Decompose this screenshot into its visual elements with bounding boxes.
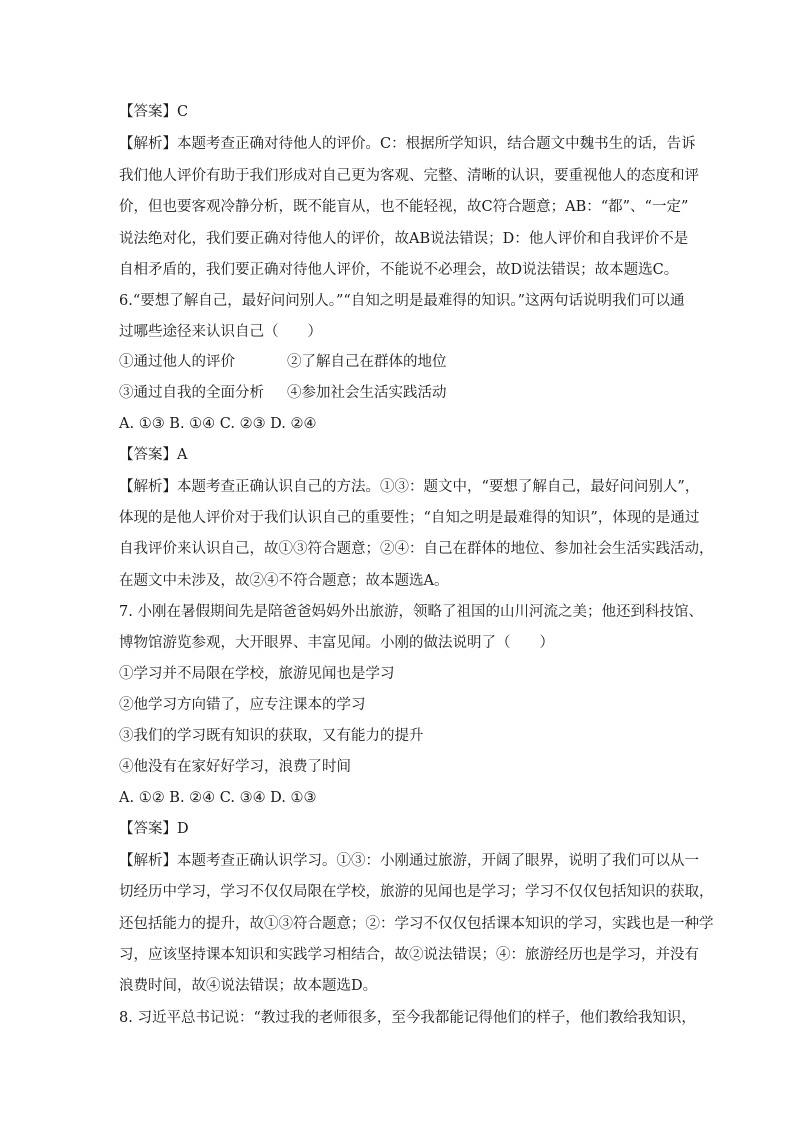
q6-stem-line-1: 6.“要想了解自己，最好问问别人。”“自知之明是最难得的知识。”这两句话说明我们可以通 [119,293,685,309]
q6-option-3: ③通过自我的全面分析 [119,385,264,401]
q7-stem-line-1: 7. 小刚在暑假期间先是陪爸爸妈妈外出旅游，领略了祖国的山川河流之美；他还到科技馆、 [119,604,703,620]
q6-option-1: ①通过他人的评价 [119,354,235,370]
q7-analysis-line-1: 【解析】本题考查正确认识学习。①③：小刚通过旅游，开阔了眼界，说明了我们可以从一 [119,853,699,869]
q7-analysis-line-2: 切经历中学习，学习不仅仅局限在学校，旅游的见闻也是学习；学习不仅仅包括知识的获取， [119,884,714,900]
q5-analysis-line-3: 价，但也要客观冷静分析，既不能盲从，也不能轻视，故C符合题意；AB：“都”、“一定” [119,199,689,215]
q6-option-2: ②了解自己在群体的地位 [287,354,447,370]
q6-analysis-line-4: 在题文中未涉及，故②④不符合题意；故本题选A。 [119,573,449,589]
q7-analysis-line-4: 习，应该坚持课本知识和实践学习相结合，故②说法错误；④：旅游经历也是学习，并没有 [119,947,699,963]
q7-option-2: ②他学习方向错了，应专注课本的学习 [119,697,366,713]
q6-analysis-line-3: 自我评价来认识自己，故①③符合题意；②④：自己在群体的地位、参加社会生活实践活动， [119,541,714,557]
q6-analysis-line-2: 体现的是他人评价对于我们认识自己的重要性；“自知之明是最难得的知识”，体现的是通过 [119,510,700,526]
q5-analysis-line-1: 【解析】本题考查正确对待他人的评价。C：根据所学知识，结合题文中魏书生的话，告诉 [119,136,696,152]
q6-stem-line-2: 过哪些途径来认识自己（ ） [119,324,322,340]
q6-choices: A. ①③ B. ①④ C. ②③ D. ②④ [119,416,317,432]
q7-answer: 【答案】D [119,821,189,837]
q7-analysis-line-5: 浪费时间，故④说法错误；故本题选D。 [119,978,378,994]
q7-choices: A. ①② B. ②④ C. ③④ D. ①③ [119,790,317,806]
q5-analysis-line-4: 说法绝对化，我们要正确对待他人的评价，故AB说法错误；D：他人评价和自我评价不是 [119,231,689,247]
q5-answer: 【答案】C [119,104,189,120]
q7-option-3: ③我们的学习既有知识的获取，又有能力的提升 [119,728,424,744]
q7-analysis-line-3: 还包括能力的提升，故①③符合题意；②：学习不仅仅包括课本知识的学习，实践也是一种学 [119,916,714,932]
q6-answer: 【答案】A [119,447,188,463]
q7-stem-line-2: 博物馆游览参观，大开眼界、丰富见闻。小刚的做法说明了（ ） [119,635,554,651]
q8-stem-line-1: 8. 习近平总书记说：“教过我的老师很多，至今我都能记得他们的样子，他们教给我知识， [119,1010,696,1026]
q5-analysis-line-2: 我们他人评价有助于我们形成对自己更为客观、完整、清晰的认识，要重视他人的态度和评 [119,168,699,184]
q5-analysis-line-5: 自相矛盾的，我们要正确对待他人评价，不能说不必理会，故D说法错误；故本题选C。 [119,262,679,278]
q7-option-1: ①学习并不局限在学校，旅游见闻也是学习 [119,666,395,682]
q6-option-4: ④参加社会生活实践活动 [287,385,447,401]
q7-option-4: ④他没有在家好好学习，浪费了时间 [119,759,351,775]
q6-analysis-line-1: 【解析】本题考查正确认识自己的方法。①③：题文中，“要想了解自己，最好问问别人”， [119,479,700,495]
